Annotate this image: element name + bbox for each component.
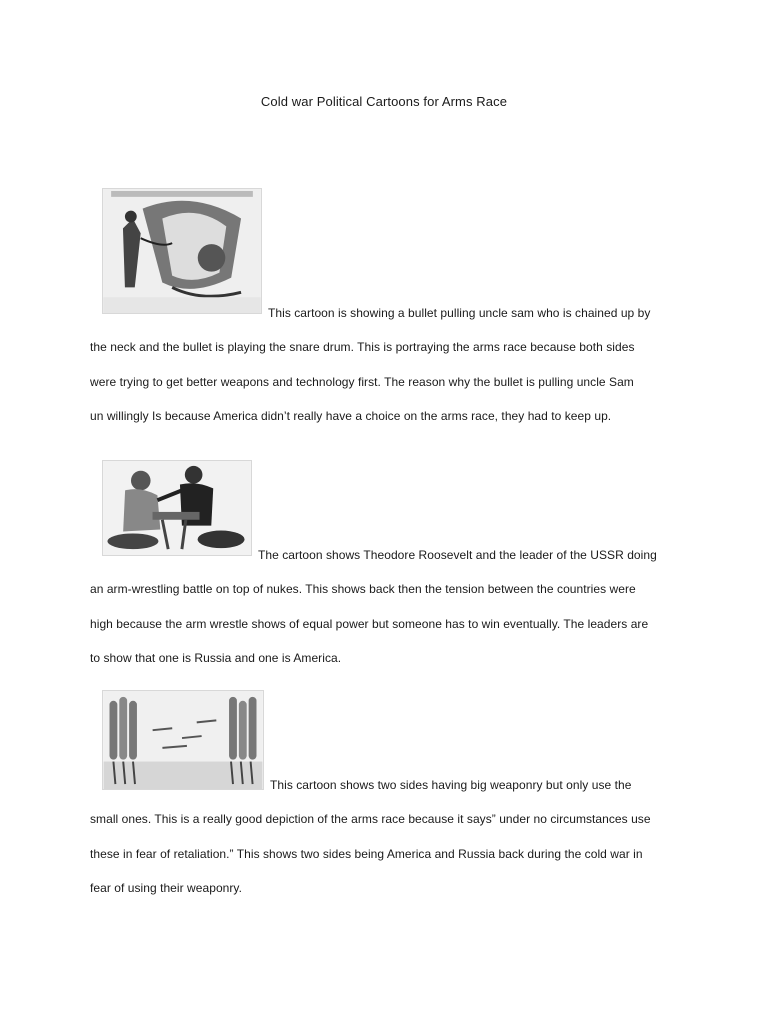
- section-1-line-3: were trying to get better weapons and technology first. The reason why the bullet is pulling uncle Sam: [90, 374, 634, 389]
- section-1-line-2: the neck and the bullet is playing the snare drum. This is portraying the arms race because both sides: [90, 340, 635, 355]
- section-3-line-1: This cartoon shows two sides having big weaponry but only use the: [270, 778, 632, 792]
- political-cartoon-two-sides-weaponry-icon: [102, 690, 264, 790]
- document-title: Cold war Political Cartoons for Arms Race: [260, 94, 508, 109]
- section-1-line-4: un willingly Is because America didn’t really have a choice on the arms race, they had to keep up.: [90, 408, 612, 423]
- political-cartoon-bullet-uncle-sam-icon: [102, 188, 262, 314]
- section-2-line-4: to show that one is Russia and one is America.: [90, 650, 342, 665]
- section-3-line-3: these in fear of retaliation.” This shows two sides being America and Russia back during the cold war in: [90, 846, 643, 861]
- section-3-line-2: small ones. This is a really good depiction of the arms race because it says” under no circumstances use: [90, 812, 651, 827]
- cartoon-section-2: [90, 460, 690, 675]
- section-3-line-4: fear of using their weaponry.: [90, 880, 242, 895]
- section-2-line-3: high because the arm wrestle shows of equal power but someone has to win eventually. The leaders are: [90, 616, 649, 631]
- cartoon-section-1: [90, 188, 690, 433]
- section-2-line-2: an arm-wrestling battle on top of nukes. This shows back then the tension between the countries were: [90, 582, 636, 597]
- cartoon-section-3: [90, 690, 690, 905]
- political-cartoon-arm-wrestling-nukes-icon: [102, 460, 252, 556]
- section-1-line-1: This cartoon is showing a bullet pulling uncle sam who is chained up by: [268, 306, 651, 320]
- section-2-line-1: The cartoon shows Theodore Roosevelt and the leader of the USSR doing: [258, 548, 657, 562]
